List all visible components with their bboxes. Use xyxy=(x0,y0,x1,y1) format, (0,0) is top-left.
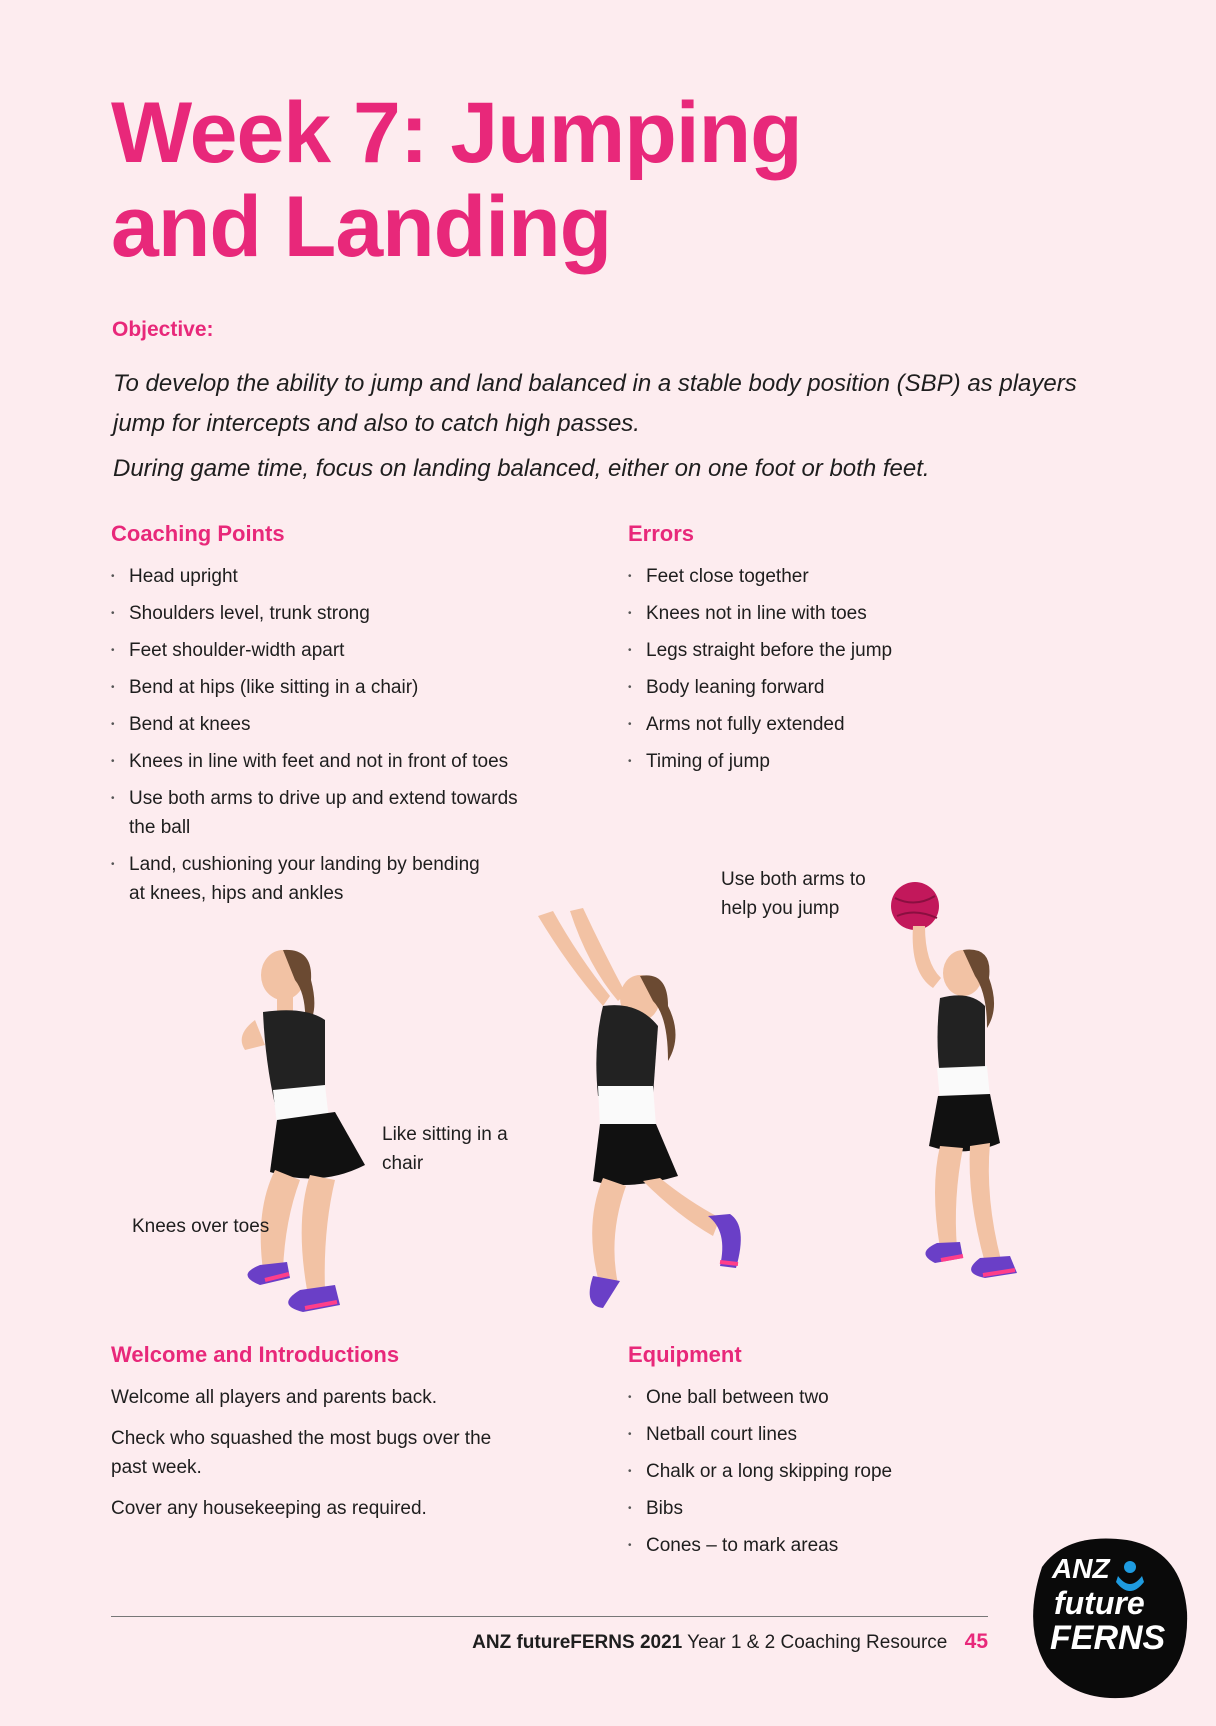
coaching-points-heading: Coaching Points xyxy=(111,521,285,546)
player-jump-illustration xyxy=(508,896,768,1316)
list-item: • Bibs xyxy=(628,1494,1028,1523)
errors-list xyxy=(628,562,1048,784)
list-item: • Feet close together xyxy=(628,562,1048,591)
list-item: • Use both arms to drive up and extend towards the ball xyxy=(111,784,529,842)
list-item: • Body leaning forward xyxy=(628,673,1048,702)
title-line-2: and Landing xyxy=(111,179,612,275)
welcome-heading: Welcome and Introductions xyxy=(111,1342,400,1367)
footer-subtitle: Year 1 & 2 Coaching Resource xyxy=(687,1632,948,1653)
page-number: 45 xyxy=(964,1630,988,1653)
list-item: • One ball between two xyxy=(628,1383,1028,1412)
list-item: • Feet shoulder-width apart xyxy=(111,636,551,665)
errors-heading: Errors xyxy=(628,521,695,546)
title-line-1: Week 7: Jumping xyxy=(111,85,802,181)
list-item: • Head upright xyxy=(111,562,551,591)
player-catch-illustration xyxy=(885,878,1025,1298)
objective-paragraph-2: During game time, focus on landing balanced, either on one foot or both feet. xyxy=(113,455,930,482)
list-item: • Chalk or a long skipping rope xyxy=(628,1457,1028,1486)
welcome-paragraph: Check who squashed the most bugs over the past week. xyxy=(111,1428,492,1478)
footer xyxy=(472,1630,988,1654)
list-item: • Land, cushioning your landing by bending at knees, hips and ankles xyxy=(111,850,499,908)
logo-line-3: FERNS xyxy=(1050,1619,1166,1657)
list-item: • Cones – to mark areas xyxy=(628,1531,1028,1560)
list-item: • Bend at knees xyxy=(111,710,551,739)
list-item: • Knees in line with feet and not in front of toes xyxy=(111,747,551,776)
footer-brand: ANZ futureFERNS 2021 xyxy=(472,1632,683,1653)
page-title xyxy=(111,86,1011,274)
welcome-paragraph: Welcome all players and parents back. xyxy=(111,1387,437,1408)
list-item: • Netball court lines xyxy=(628,1420,1028,1449)
list-item: • Arms not fully extended xyxy=(628,710,1048,739)
list-item: • Knees not in line with toes xyxy=(628,599,1048,628)
caption-arms: Use both arms to help you jump xyxy=(721,869,866,919)
equipment-heading: Equipment xyxy=(628,1342,742,1367)
objective-heading: Objective: xyxy=(112,318,214,341)
footer-divider xyxy=(111,1616,988,1617)
anz-futureferns-logo xyxy=(1022,1532,1190,1702)
caption-sitting: Like sitting in a chair xyxy=(382,1124,508,1174)
caption-knees: Knees over toes xyxy=(132,1216,270,1237)
list-item: • Timing of jump xyxy=(628,747,1048,776)
list-item: • Legs straight before the jump xyxy=(628,636,1048,665)
objective-paragraph-1: To develop the ability to jump and land balanced in a stable body position (SBP) as players jump for intercepts and also to catch high passes. xyxy=(113,370,1077,437)
player-crouch-illustration xyxy=(225,940,375,1320)
welcome-paragraph: Cover any housekeeping as required. xyxy=(111,1498,427,1519)
logo-line-2: future xyxy=(1054,1585,1145,1621)
list-item: • Shoulders level, trunk strong xyxy=(111,599,551,628)
list-item: • Bend at hips (like sitting in a chair) xyxy=(111,673,551,702)
objective-text xyxy=(113,364,1113,489)
coaching-points-list xyxy=(111,562,551,916)
netball-icon xyxy=(891,882,939,930)
equipment-list xyxy=(628,1383,1028,1568)
welcome-text xyxy=(111,1383,521,1535)
logo-line-1: ANZ xyxy=(1052,1553,1110,1584)
